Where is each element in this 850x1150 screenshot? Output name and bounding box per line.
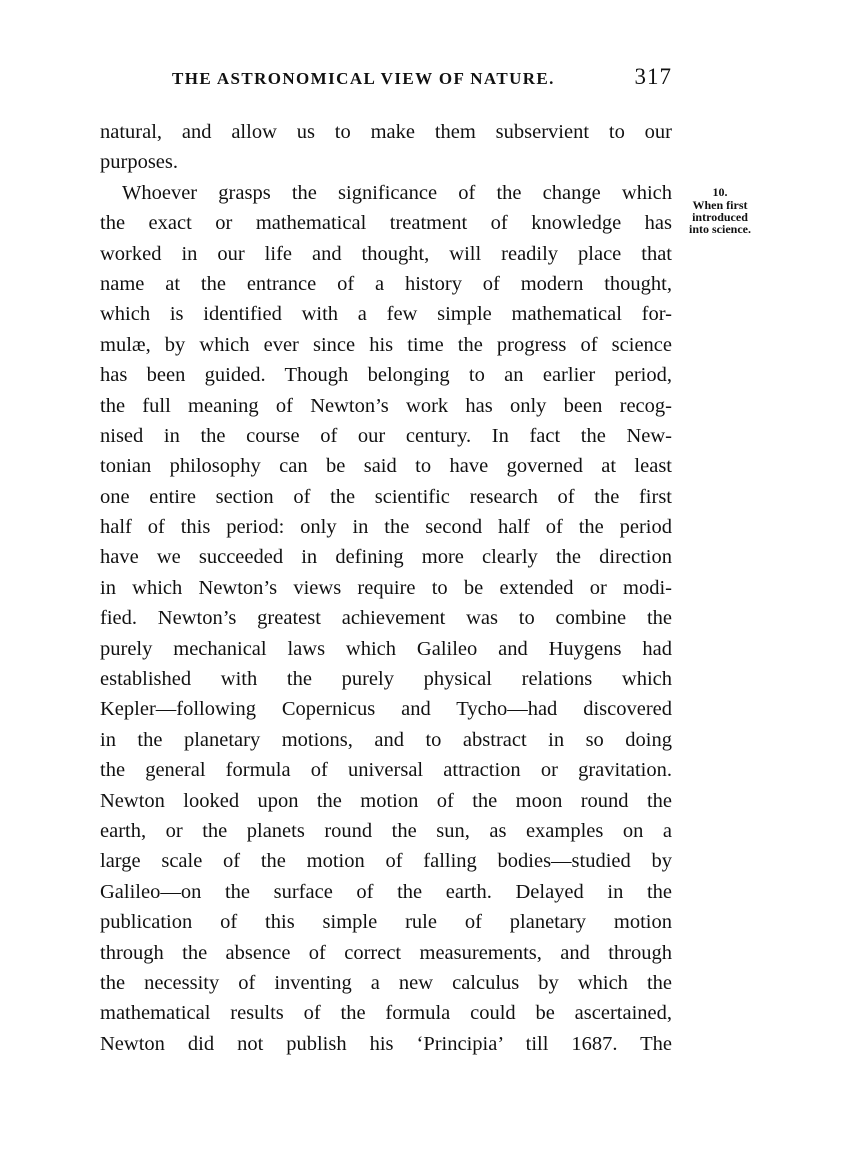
text-line: earth, or the planets round the sun, as examples on a: [100, 819, 672, 842]
text-line: worked in our life and thought, will readily place that: [100, 242, 672, 265]
text-line: Galileo—on the surface of the earth. Delayed in the: [100, 880, 672, 903]
text-line: in the planetary motions, and to abstract in so doing: [100, 728, 672, 751]
text-line: have we succeeded in defining more clearly the direction: [100, 546, 672, 569]
text-line: tonian philosophy can be said to have governed at least: [100, 455, 672, 478]
margin-note-line: into science.: [689, 222, 751, 236]
text-line: through the absence of correct measurements, and through: [100, 941, 672, 964]
margin-note-number: 10.: [712, 185, 728, 199]
body-text: [100, 117, 672, 1059]
text-line: name at the entrance of a history of modern thought,: [100, 272, 672, 295]
running-title: THE ASTRONOMICAL VIEW OF NATURE.: [172, 69, 555, 88]
text-line: the necessity of inventing a new calculus by which the: [100, 971, 672, 994]
text-line: purposes.: [100, 151, 179, 174]
text-line: Kepler—following Copernicus and Tycho—had discovered: [100, 698, 672, 721]
text-line: the full meaning of Newton’s work has only been recog-: [100, 394, 672, 417]
text-line: mathematical results of the formula could be ascertained,: [100, 1002, 672, 1025]
page-number: 317: [634, 64, 672, 89]
text-line: large scale of the motion of falling bodies—studied by: [100, 850, 672, 873]
text-line: Newton did not publish his ‘Principia’ till 1687. The: [100, 1032, 672, 1055]
text-line: has been guided. Though belonging to an earlier period,: [100, 364, 672, 387]
text-line: which is identified with a few simple mathematical for-: [100, 303, 672, 326]
text-line: in which Newton’s views require to be extended or modi-: [100, 576, 672, 599]
text-line: Whoever grasps the significance of the change which: [122, 181, 672, 204]
text-line: Newton looked upon the motion of the moon round the: [100, 789, 672, 812]
text-line: half of this period: only in the second half of the period: [100, 516, 672, 539]
text-line: mulæ, by which ever since his time the progress of science: [100, 333, 672, 356]
text-line: purely mechanical laws which Galileo and Huygens had: [100, 637, 672, 660]
text-line: publication of this simple rule of planetary motion: [100, 911, 672, 934]
margin-note: [672, 186, 768, 235]
text-line: the exact or mathematical treatment of knowledge has: [100, 212, 672, 235]
text-line: established with the purely physical relations which: [100, 668, 672, 691]
text-line: natural, and allow us to make them subservient to our: [100, 121, 672, 143]
text-line: one entire section of the scientific research of the first: [100, 485, 672, 508]
running-head: [100, 64, 672, 94]
text-line: the general formula of universal attraction or gravitation.: [100, 759, 672, 782]
text-line: nised in the course of our century. In fact the New-: [100, 424, 672, 447]
margin-note-line: When first: [692, 198, 748, 212]
margin-note-line: introduced: [692, 210, 748, 224]
text-line: fied. Newton’s greatest achievement was to combine the: [100, 607, 672, 630]
